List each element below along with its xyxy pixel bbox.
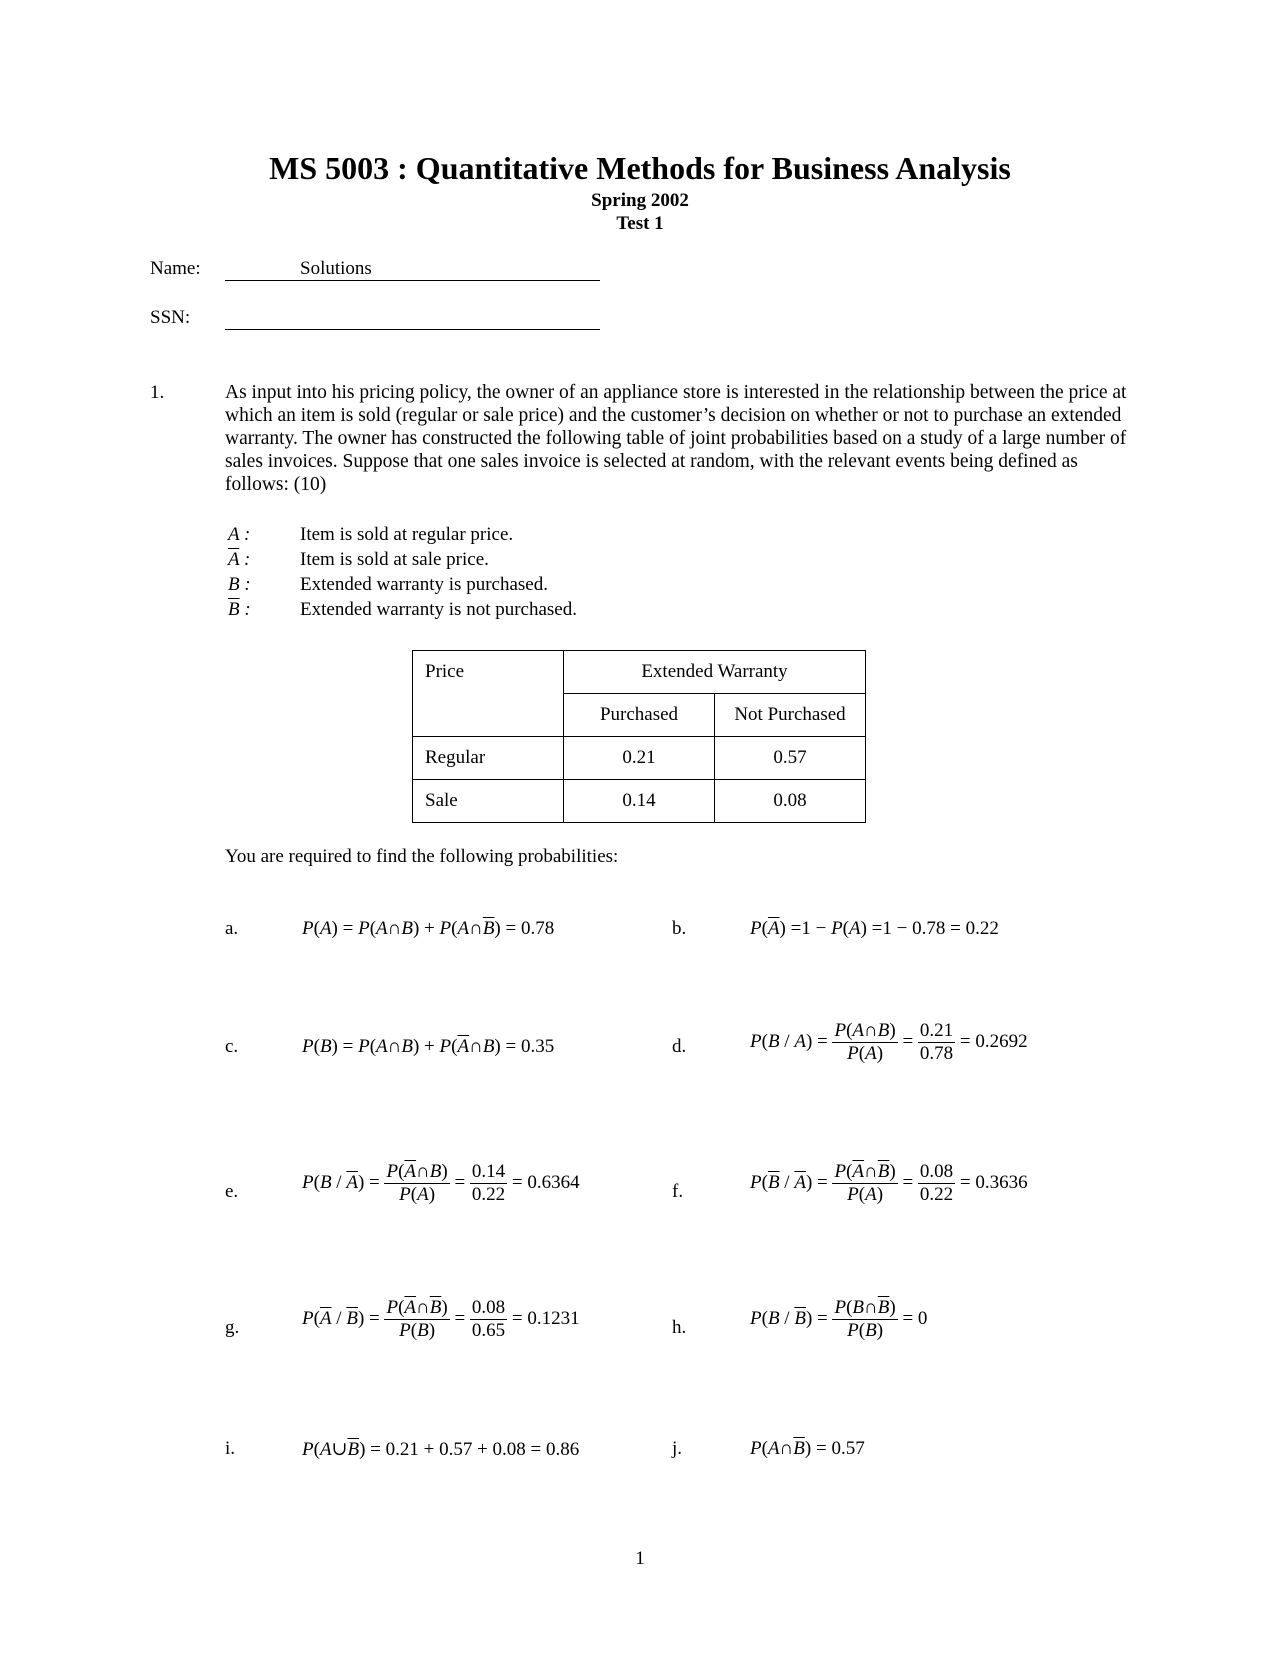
event-symbol: $\overline{A}$ : [228, 549, 251, 570]
page-title: MS 5003 : Quantitative Methods for Business Analysis [269, 150, 1011, 186]
result-i: 0.86 [546, 1439, 580, 1460]
question-number: 1. [150, 382, 165, 403]
answer-i: $P(A\cup\overline{B}) = 0.21 + 0.57 + 0.08 = 0.86$ [302, 1439, 580, 1460]
result-f: 0.3636 [975, 1171, 1028, 1193]
table-row-label: Regular [413, 737, 564, 780]
name-line [225, 280, 600, 281]
joint-probability-table [412, 650, 866, 823]
table-row [413, 737, 866, 780]
answer-label-d: d. [672, 1036, 687, 1057]
table-header-price: Price [413, 651, 564, 737]
answer-label-e: e. [225, 1181, 239, 1202]
question-text: As input into his pricing policy, the owner of an appliance store is interested in the relationship between the price at which an item is sold (regular or sale price) and the customer’s decision on whether or not to purchase an extended warranty. The owner has constructed the following table of joint probabilities based on a study of a large number of sales invoices. Suppose that one sales invoice is selected at random, with the relevant events being defined as follows: (10) [225, 382, 1127, 495]
answer-g: $P(\overline{A} / \overline{B})$ = $\frac{P(\overline{A}\cap\overline{B})}{P(\overline{B})}$ = $\frac{0.08}{0.65}$ = 0.1231 [302, 1297, 580, 1341]
event-row [228, 574, 577, 599]
answer-label-g: g. [225, 1317, 240, 1338]
fraction: $\frac{0.08}{0.22}$ [919, 1161, 954, 1205]
event-definitions [228, 524, 577, 624]
event-row [228, 599, 577, 624]
event-desc: Extended warranty is not purchased. [300, 599, 577, 620]
result-d: 0.2692 [975, 1030, 1028, 1052]
result-j: 0.57 [831, 1438, 865, 1459]
answer-e: $P(B / \overline{A})$ = $\frac{P(\overline{A}\cap B)}{P(\overline{A})}$ = $\frac{0.14}{0.22}$ = 0.6364 [302, 1161, 580, 1205]
result-g: 0.1231 [527, 1307, 580, 1329]
table-row [413, 780, 866, 823]
ssn-line [225, 329, 600, 330]
answer-h: $P(B / \overline{B})$ = $\frac{P(B\cap\overline{B})}{P(\overline{B})}$ = 0 [750, 1297, 928, 1341]
answer-label-a: a. [225, 918, 239, 939]
result-b: 0.22 [965, 918, 999, 939]
event-desc: Item is sold at regular price. [300, 524, 514, 545]
answer-label-h: h. [672, 1317, 687, 1338]
fraction: $\frac{0.21}{0.78}$ [919, 1020, 954, 1064]
result-c: 0.35 [520, 1036, 555, 1057]
fraction: $\frac{0.14}{0.22}$ [471, 1161, 506, 1205]
table-header-warranty: Extended Warranty [564, 651, 866, 694]
page-number: 1 [635, 1548, 645, 1569]
answer-b: $P(\overline{A}) =1 - P(A) =1 - 0.78 = 0.22$ [750, 918, 999, 939]
table-cell: 0.14 [564, 780, 715, 823]
term-label: Spring 2002 [591, 190, 689, 211]
answer-d: P(B / A) = $\frac{P(A\cap B)}{P(A)}$ = $\frac{0.21}{0.78}$ = 0.2692 [750, 1020, 1028, 1064]
result-e: 0.6364 [527, 1171, 580, 1193]
event-symbol: A : [228, 524, 251, 545]
fraction: $\frac{P(\overline{A}\cap B)}{P(\overline{A})}$ [386, 1161, 448, 1205]
answer-label-c: c. [225, 1036, 239, 1057]
name-value: Solutions [300, 258, 372, 279]
name-label: Name: [150, 258, 201, 279]
event-symbol: $\overline{B}$ : [228, 599, 251, 620]
event-row [228, 549, 577, 574]
fraction: $\frac{P(\overline{A}\cap\overline{B})}{P(\overline{B})}$ [386, 1297, 448, 1341]
table-row-label: Sale [413, 780, 564, 823]
answer-label-i: i. [225, 1438, 236, 1459]
table-cell: 0.57 [715, 737, 866, 780]
table-header-purchased: Purchased [564, 694, 715, 737]
table-cell: 0.21 [564, 737, 715, 780]
answer-c: P(B) = P(A∩B) + $P(\overline{A}\cap B) = 0.35$ [302, 1036, 555, 1057]
answer-a: P(A) = P(A∩B) + $P(A\cap\overline{B}) = 0.78$ [302, 918, 555, 939]
result-a: 0.78 [520, 918, 555, 939]
fraction: $\frac{P(B\cap\overline{B})}{P(\overline{B})}$ [834, 1297, 896, 1341]
test-label: Test 1 [616, 213, 664, 234]
answer-label-b: b. [672, 918, 687, 939]
fraction: $\frac{0.08}{0.65}$ [471, 1297, 506, 1341]
fraction: $\frac{P(\overline{A}\cap\overline{B})}{P(\overline{A})}$ [834, 1161, 896, 1205]
event-desc: Item is sold at sale price. [300, 549, 489, 570]
event-symbol: B : [228, 574, 251, 595]
result-h: 0 [917, 1307, 928, 1329]
answer-label-j: j. [672, 1438, 683, 1459]
table-header-not-purchased: Not Purchased [715, 694, 866, 737]
answer-label-f: f. [672, 1181, 684, 1202]
instruction-text: You are required to find the following probabilities: [225, 846, 619, 867]
answer-j: $P(A\cap\overline{B}) = 0.57$ [750, 1438, 865, 1459]
event-desc: Extended warranty is purchased. [300, 574, 548, 595]
event-row [228, 524, 577, 549]
answer-f: $P(\overline{B} / \overline{A})$ = $\frac{P(\overline{A}\cap\overline{B})}{P(\overline{A})}$ = $\frac{0.08}{0.22}$ = 0.3636 [750, 1161, 1028, 1205]
table-cell: 0.08 [715, 780, 866, 823]
fraction: $\frac{P(A\cap B)}{P(A)}$ [834, 1020, 896, 1064]
ssn-label: SSN: [150, 307, 191, 328]
